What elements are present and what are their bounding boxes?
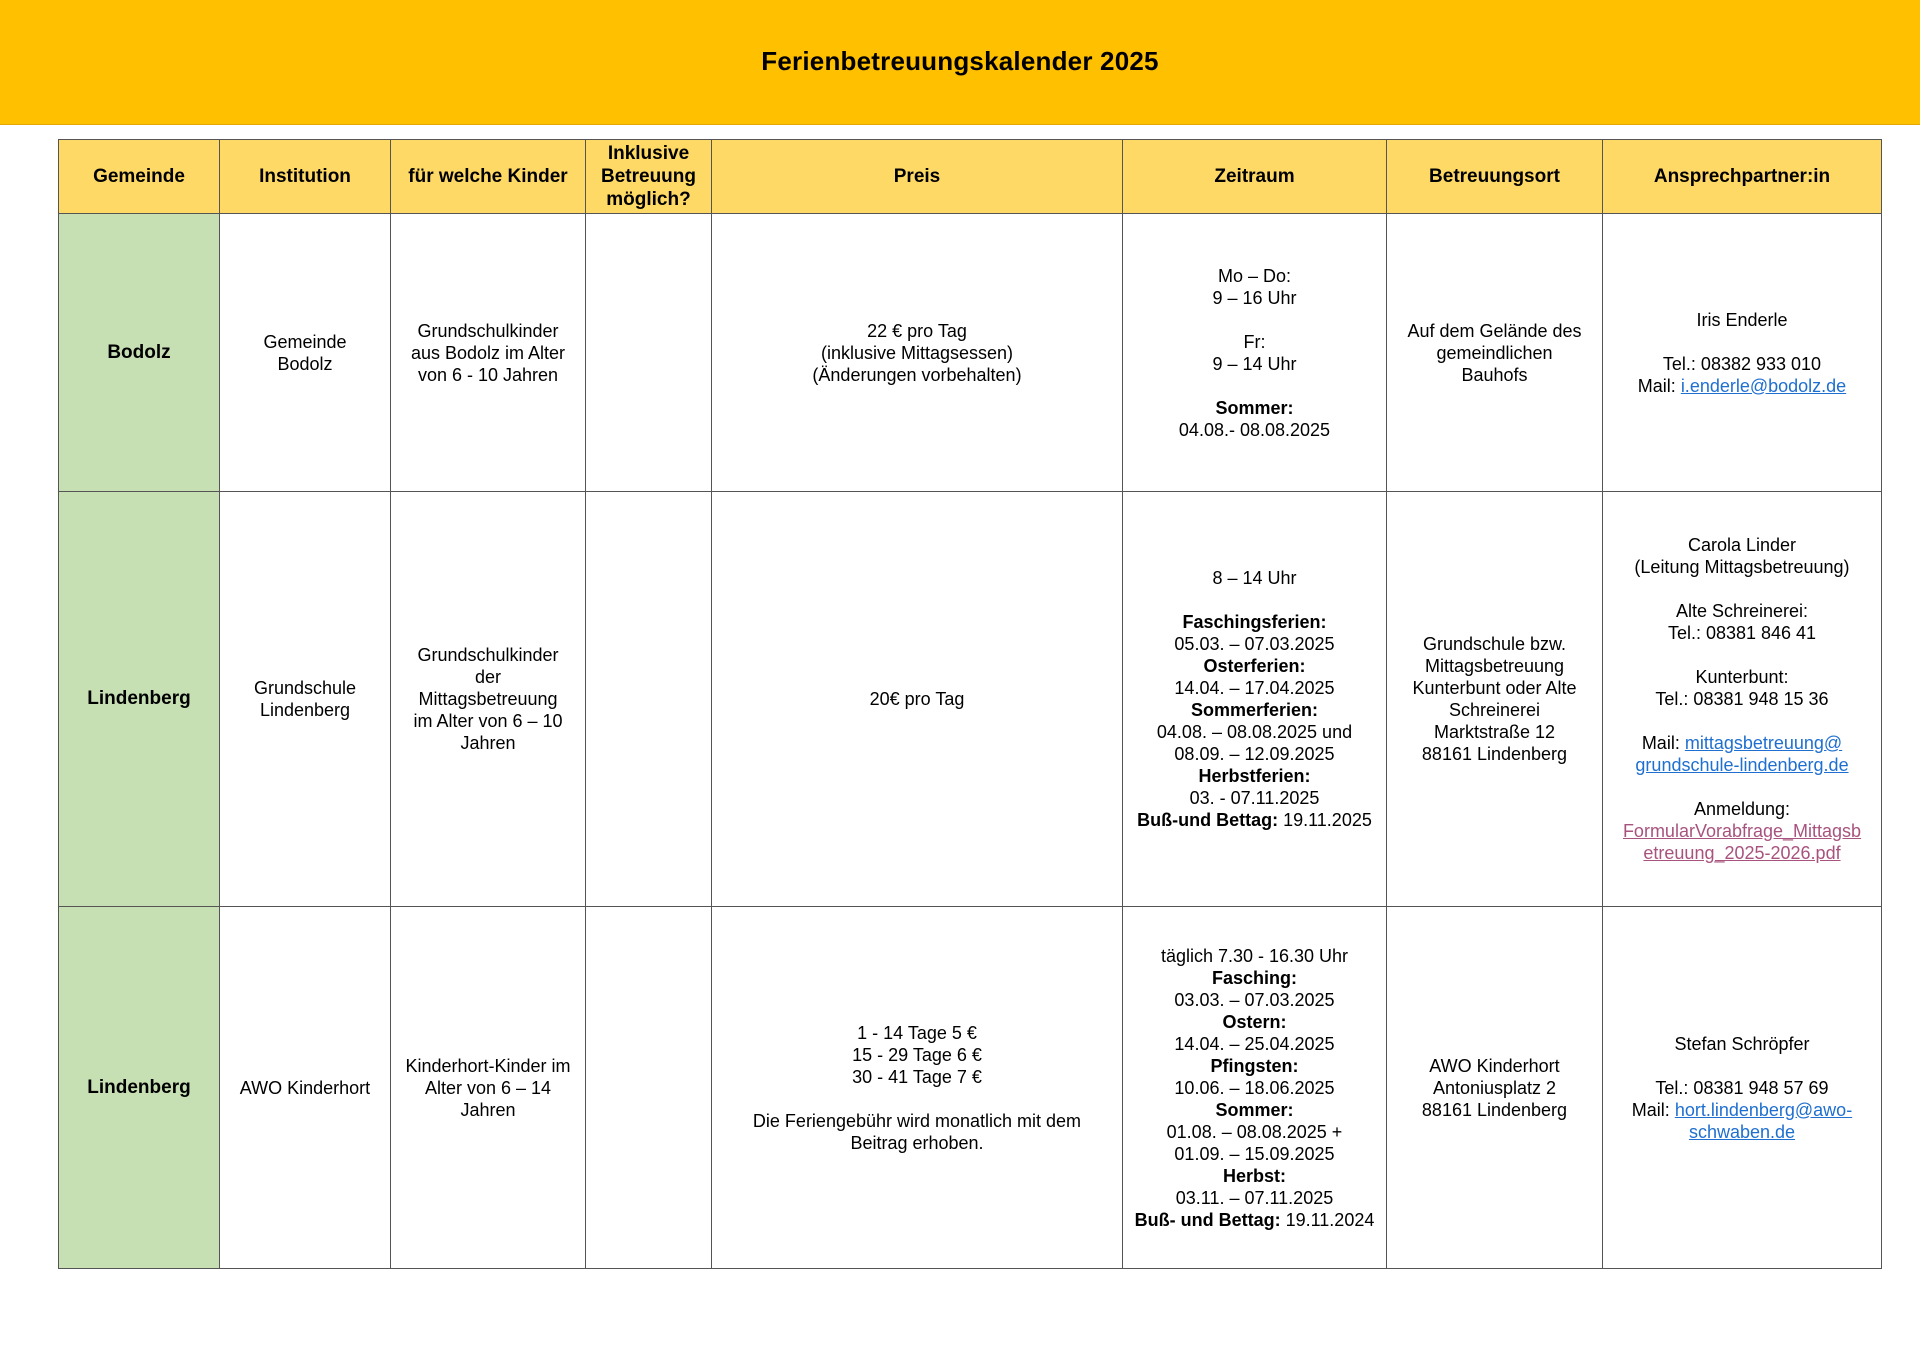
zeitraum-line: 01.08. – 08.08.2025 + xyxy=(1166,1121,1343,1142)
preis-line: 1 - 14 Tage 5 € xyxy=(857,1022,977,1043)
mail-label: Mail: xyxy=(1641,733,1685,753)
institution-cell xyxy=(220,907,391,1269)
zeitraum-cell xyxy=(1123,214,1387,492)
institution-line: AWO Kinderhort xyxy=(239,1077,371,1098)
zeitraum-line: Mo – Do: xyxy=(1217,265,1292,286)
zeitraum-heading: Faschingsferien: xyxy=(1182,612,1327,632)
zeitraum-heading: Osterferien: xyxy=(1203,656,1306,676)
ort-line: Auf dem Gelände des xyxy=(1407,320,1582,341)
zeitraum-line xyxy=(1129,809,1380,831)
header-inklusive: Inklusive Betreuung möglich? xyxy=(586,140,712,214)
contact-name: Iris Enderle xyxy=(1696,309,1788,330)
contact-name: Carola Linder xyxy=(1687,535,1797,555)
ort-line: Antoniusplatz 2 xyxy=(1432,1077,1557,1098)
contact-phone: Tel.: 08381 846 41 xyxy=(1667,623,1817,643)
title-banner xyxy=(0,0,1920,125)
contact-phone: Tel.: 08381 948 57 69 xyxy=(1655,1077,1829,1098)
ort-line: Schreinerei xyxy=(1448,700,1541,720)
zeitraum-heading: Pfingsten: xyxy=(1210,1055,1299,1076)
kinder-line: der xyxy=(474,667,501,687)
table-row xyxy=(59,492,1882,907)
care-calendar-table xyxy=(58,139,1882,1269)
header-kinder: für welche Kinder xyxy=(391,140,586,214)
contact-phone: Tel.: 08381 948 15 36 xyxy=(1655,689,1829,709)
zeitraum-line: 01.09. – 15.09.2025 xyxy=(1174,1143,1335,1164)
page-title: Ferienbetreuungskalender 2025 xyxy=(761,45,1159,76)
preis-cell xyxy=(712,907,1123,1269)
zeitraum-line: 04.08. – 08.08.2025 und xyxy=(1156,722,1353,742)
zeitraum-line: 03. - 07.11.2025 xyxy=(1189,788,1320,808)
kinder-line: Alter von 6 – 14 xyxy=(424,1077,552,1098)
zeitraum-line: 03.03. – 07.03.2025 xyxy=(1174,989,1335,1010)
zeitraum-date: 19.11.2024 xyxy=(1280,1209,1375,1230)
email-link-cont[interactable]: schwaben.de xyxy=(1688,1121,1796,1142)
kinder-line: von 6 - 10 Jahren xyxy=(417,364,559,385)
gemeinde-cell: Lindenberg xyxy=(59,492,220,907)
email-link-cont[interactable]: grundschule-lindenberg.de xyxy=(1635,755,1849,775)
preis-line: 20€ pro Tag xyxy=(869,689,965,709)
institution-line: Lindenberg xyxy=(259,700,351,720)
ort-line: gemeindlichen xyxy=(1436,342,1553,363)
contact-name: Stefan Schröpfer xyxy=(1674,1033,1810,1054)
header-institution: Institution xyxy=(220,140,391,214)
kinder-line: Jahren xyxy=(460,1099,516,1120)
table-header-row xyxy=(59,140,1882,214)
kontakt-cell xyxy=(1603,492,1882,907)
registration-label: Anmeldung: xyxy=(1693,799,1791,819)
header-ansprechpartner: Ansprechpartner:in xyxy=(1603,140,1882,214)
inklusive-cell xyxy=(586,907,712,1269)
preis-cell xyxy=(712,214,1123,492)
zeitraum-cell xyxy=(1123,907,1387,1269)
ort-line: Kunterbunt oder Alte xyxy=(1412,678,1577,698)
preis-note: Beitrag erhoben. xyxy=(850,1132,984,1153)
inklusive-cell xyxy=(586,214,712,492)
table-row xyxy=(59,214,1882,492)
zeitraum-line: 03.11. – 07.11.2025 xyxy=(1175,1187,1334,1208)
zeitraum-heading: Herbst: xyxy=(1222,1165,1286,1186)
email-link[interactable]: mittagsbetreuung@ xyxy=(1684,733,1843,753)
gemeinde-cell: Lindenberg xyxy=(59,907,220,1269)
email-link[interactable]: hort.lindenberg@awo- xyxy=(1674,1099,1853,1120)
header-gemeinde: Gemeinde xyxy=(59,140,220,214)
zeitraum-line: 14.04. – 25.04.2025 xyxy=(1174,1033,1335,1054)
kinder-line: im Alter von 6 – 10 xyxy=(413,711,563,731)
kinder-line: Grundschulkinder xyxy=(417,645,559,665)
zeitraum-line: 05.03. – 07.03.2025 xyxy=(1174,634,1335,654)
registration-file-link[interactable]: FormularVorabfrage_Mittagsb xyxy=(1622,821,1862,841)
zeitraum-line: 04.08.- 08.08.2025 xyxy=(1178,419,1331,440)
contact-mail-line xyxy=(1609,1099,1875,1121)
zeitraum-line: 9 – 16 Uhr xyxy=(1212,287,1297,308)
ort-line: Marktstraße 12 xyxy=(1433,722,1556,742)
zeitraum-line: 08.09. – 12.09.2025 xyxy=(1174,744,1335,764)
zeitraum-heading: Sommer: xyxy=(1215,397,1294,418)
mail-label: Mail: xyxy=(1631,1099,1675,1120)
institution-line: Grundschule xyxy=(253,678,357,698)
preis-line: (Änderungen vorbehalten) xyxy=(812,364,1022,385)
institution-line: Bodolz xyxy=(277,353,333,374)
kinder-cell xyxy=(391,907,586,1269)
ort-line: 88161 Lindenberg xyxy=(1421,1099,1568,1120)
header-zeitraum: Zeitraum xyxy=(1123,140,1387,214)
zeitraum-heading: Sommerferien: xyxy=(1190,700,1319,720)
registration-file-link-cont[interactable]: etreuung_2025-2026.pdf xyxy=(1643,843,1841,863)
institution-cell xyxy=(220,214,391,492)
inklusive-cell xyxy=(586,492,712,907)
zeitraum-line: Fr: xyxy=(1243,331,1266,352)
preis-line: 22 € pro Tag xyxy=(867,320,967,341)
ort-cell xyxy=(1387,214,1603,492)
kinder-line: aus Bodolz im Alter xyxy=(410,342,566,363)
ort-line: Mittagsbetreuung xyxy=(1424,656,1565,676)
preis-line: 15 - 29 Tage 6 € xyxy=(852,1044,982,1065)
mail-label: Mail: xyxy=(1637,375,1681,396)
zeitraum-heading: Buß-und Bettag: xyxy=(1137,810,1279,830)
gemeinde-cell: Bodolz xyxy=(59,214,220,492)
table-row xyxy=(59,907,1882,1269)
zeitraum-heading: Fasching: xyxy=(1211,967,1297,988)
zeitraum-line xyxy=(1129,1209,1380,1231)
kinder-cell xyxy=(391,492,586,907)
kontakt-cell xyxy=(1603,214,1882,492)
kinder-line: Jahren xyxy=(460,733,516,753)
preis-note: Die Feriengebühr wird monatlich mit dem xyxy=(752,1110,1082,1131)
institution-cell xyxy=(220,492,391,907)
kinder-line: Mittagsbetreuung xyxy=(418,689,558,709)
zeitraum-line: 9 – 14 Uhr xyxy=(1212,353,1297,374)
ort-cell xyxy=(1387,907,1603,1269)
preis-line: 30 - 41 Tage 7 € xyxy=(852,1066,982,1087)
ort-cell xyxy=(1387,492,1603,907)
kinder-cell xyxy=(391,214,586,492)
ort-line: 88161 Lindenberg xyxy=(1421,744,1568,764)
zeitraum-heading: Sommer: xyxy=(1215,1099,1294,1120)
zeitraum-heading: Buß- und Bettag: xyxy=(1134,1209,1281,1230)
zeitraum-heading: Ostern: xyxy=(1222,1011,1287,1032)
header-betreuungsort: Betreuungsort xyxy=(1387,140,1603,214)
zeitraum-line: 14.04. – 17.04.2025 xyxy=(1174,678,1335,698)
zeitraum-line: 10.06. – 18.06.2025 xyxy=(1174,1077,1335,1098)
kinder-line: Grundschulkinder xyxy=(417,320,559,341)
zeitraum-cell xyxy=(1123,492,1387,907)
zeitraum-line: 8 – 14 Uhr xyxy=(1212,568,1297,588)
institution-line: Gemeinde xyxy=(263,331,347,352)
ort-line: Grundschule bzw. xyxy=(1422,634,1567,654)
contact-location: Kunterbunt: xyxy=(1695,667,1789,687)
zeitraum-heading: Herbstferien: xyxy=(1198,766,1311,786)
contact-role: (Leitung Mittagsbetreuung) xyxy=(1634,557,1850,577)
ort-line: Bauhofs xyxy=(1461,364,1528,385)
email-link[interactable]: i.enderle@bodolz.de xyxy=(1680,375,1847,396)
contact-phone: Tel.: 08382 933 010 xyxy=(1662,353,1822,374)
contact-mail-line xyxy=(1609,375,1875,397)
kontakt-cell xyxy=(1603,907,1882,1269)
contact-location: Alte Schreinerei: xyxy=(1675,601,1809,621)
zeitraum-line: täglich 7.30 - 16.30 Uhr xyxy=(1160,945,1349,966)
preis-cell xyxy=(712,492,1123,907)
zeitraum-date: 19.11.2025 xyxy=(1278,810,1372,830)
ort-line: AWO Kinderhort xyxy=(1429,1055,1560,1076)
kinder-line: Kinderhort-Kinder im xyxy=(405,1055,571,1076)
contact-mail-line xyxy=(1609,732,1875,754)
preis-line: (inklusive Mittagsessen) xyxy=(820,342,1014,363)
header-preis: Preis xyxy=(712,140,1123,214)
